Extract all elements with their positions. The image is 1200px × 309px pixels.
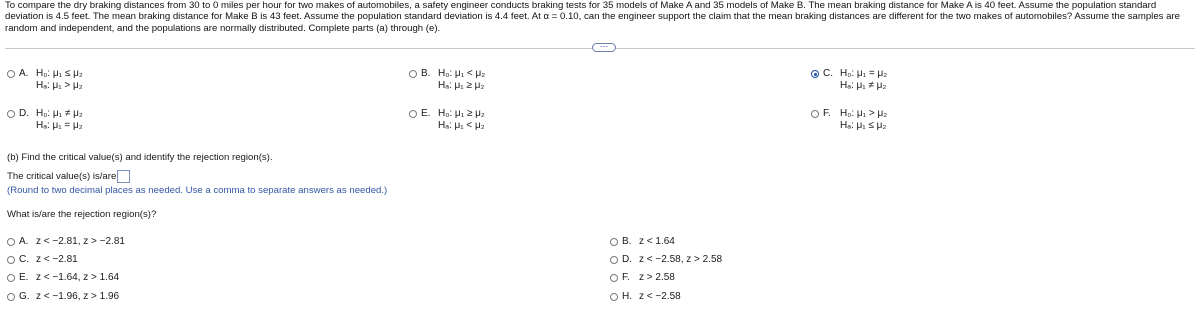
rounding-hint: (Round to two decimal places as needed. Use a comma to separate answers as needed.) (7, 185, 388, 196)
option-text: z < −1.64, z > 1.64 (36, 272, 120, 283)
option-letter: F. (823, 108, 831, 119)
null-hypothesis: H₀: μ₁ ≤ μ₂ (36, 68, 83, 79)
option-letter: G. (19, 291, 30, 302)
option-letter: F. (622, 272, 630, 283)
expand-toggle-button[interactable] (592, 43, 616, 52)
alternative-hypothesis: Hₐ: μ₁ > μ₂ (36, 80, 83, 91)
radio-option-a[interactable] (7, 70, 15, 78)
option-letter: A. (19, 236, 29, 247)
option-text: z < −1.96, z > 1.96 (36, 291, 120, 302)
part-b-title: (b) Find the critical value(s) and identify the rejection region(s). (7, 152, 273, 163)
alternative-hypothesis: Hₐ: μ₁ ≠ μ₂ (840, 80, 887, 91)
null-hypothesis: H₀: μ₁ < μ₂ (438, 68, 486, 79)
radio-option-e[interactable] (409, 110, 417, 118)
null-hypothesis: H₀: μ₁ = μ₂ (840, 68, 888, 79)
option-letter: C. (19, 254, 29, 265)
option-text: z < −2.81 (36, 254, 78, 265)
alternative-hypothesis: Hₐ: μ₁ ≥ μ₂ (438, 80, 485, 91)
critical-value-input[interactable] (117, 170, 130, 183)
radio-option-b[interactable] (610, 238, 618, 246)
option-letter: E. (421, 108, 431, 119)
rejection-region-question: What is/are the rejection region(s)? (7, 209, 157, 220)
option-letter: H. (622, 291, 632, 302)
radio-option-b[interactable] (409, 70, 417, 78)
null-hypothesis: H₀: μ₁ ≠ μ₂ (36, 108, 83, 119)
option-text: z < −2.58 (639, 291, 681, 302)
option-letter: A. (19, 68, 29, 79)
radio-option-a[interactable] (7, 238, 15, 246)
ellipsis-icon: ⋯ (599, 41, 609, 51)
option-letter: B. (421, 68, 431, 79)
radio-option-d[interactable] (7, 110, 15, 118)
radio-option-d[interactable] (610, 256, 618, 264)
option-letter: D. (19, 108, 29, 119)
option-letter: C. (823, 68, 833, 79)
radio-option-f[interactable] (811, 110, 819, 118)
option-letter: E. (19, 272, 29, 283)
radio-option-c[interactable] (811, 70, 819, 78)
radio-option-h[interactable] (610, 293, 618, 301)
alternative-hypothesis: Hₐ: μ₁ < μ₂ (438, 120, 485, 131)
radio-option-e[interactable] (7, 274, 15, 282)
option-text: z < −2.58, z > 2.58 (639, 254, 723, 265)
null-hypothesis: H₀: μ₁ > μ₂ (840, 108, 888, 119)
alternative-hypothesis: Hₐ: μ₁ ≤ μ₂ (840, 120, 887, 131)
radio-option-g[interactable] (7, 293, 15, 301)
alternative-hypothesis: Hₐ: μ₁ = μ₂ (36, 120, 83, 131)
option-letter: D. (622, 254, 632, 265)
null-hypothesis: H₀: μ₁ ≥ μ₂ (438, 108, 485, 119)
option-letter: B. (622, 236, 632, 247)
option-text: z < 1.64 (639, 236, 675, 247)
radio-option-f[interactable] (610, 274, 618, 282)
problem-statement: To compare the dry braking distances from 30 to 0 miles per hour for two makes of automobiles, a safety engineer conducts braking tests for 35 models of Make A and 35 models of Make B. The mean braking distance for Make A is 40 feet. Assume the population standard deviation is 4.5 feet. The mean braking distance for Make B is 43 feet. Assume the population standard deviation is 4.4 feet. At α = 0.10, can the engineer support the claim that the mean braking distances are different for the two makes of automobiles? Assume the samples are random and independent, and the populations are normally distributed. Complete parts (a) through (e). (5, 0, 1180, 34)
radio-option-c[interactable] (7, 256, 15, 264)
critical-value-prompt: The critical value(s) is/are (7, 171, 117, 182)
option-text: z > 2.58 (639, 272, 675, 283)
option-text: z < −2.81, z > −2.81 (36, 236, 125, 247)
